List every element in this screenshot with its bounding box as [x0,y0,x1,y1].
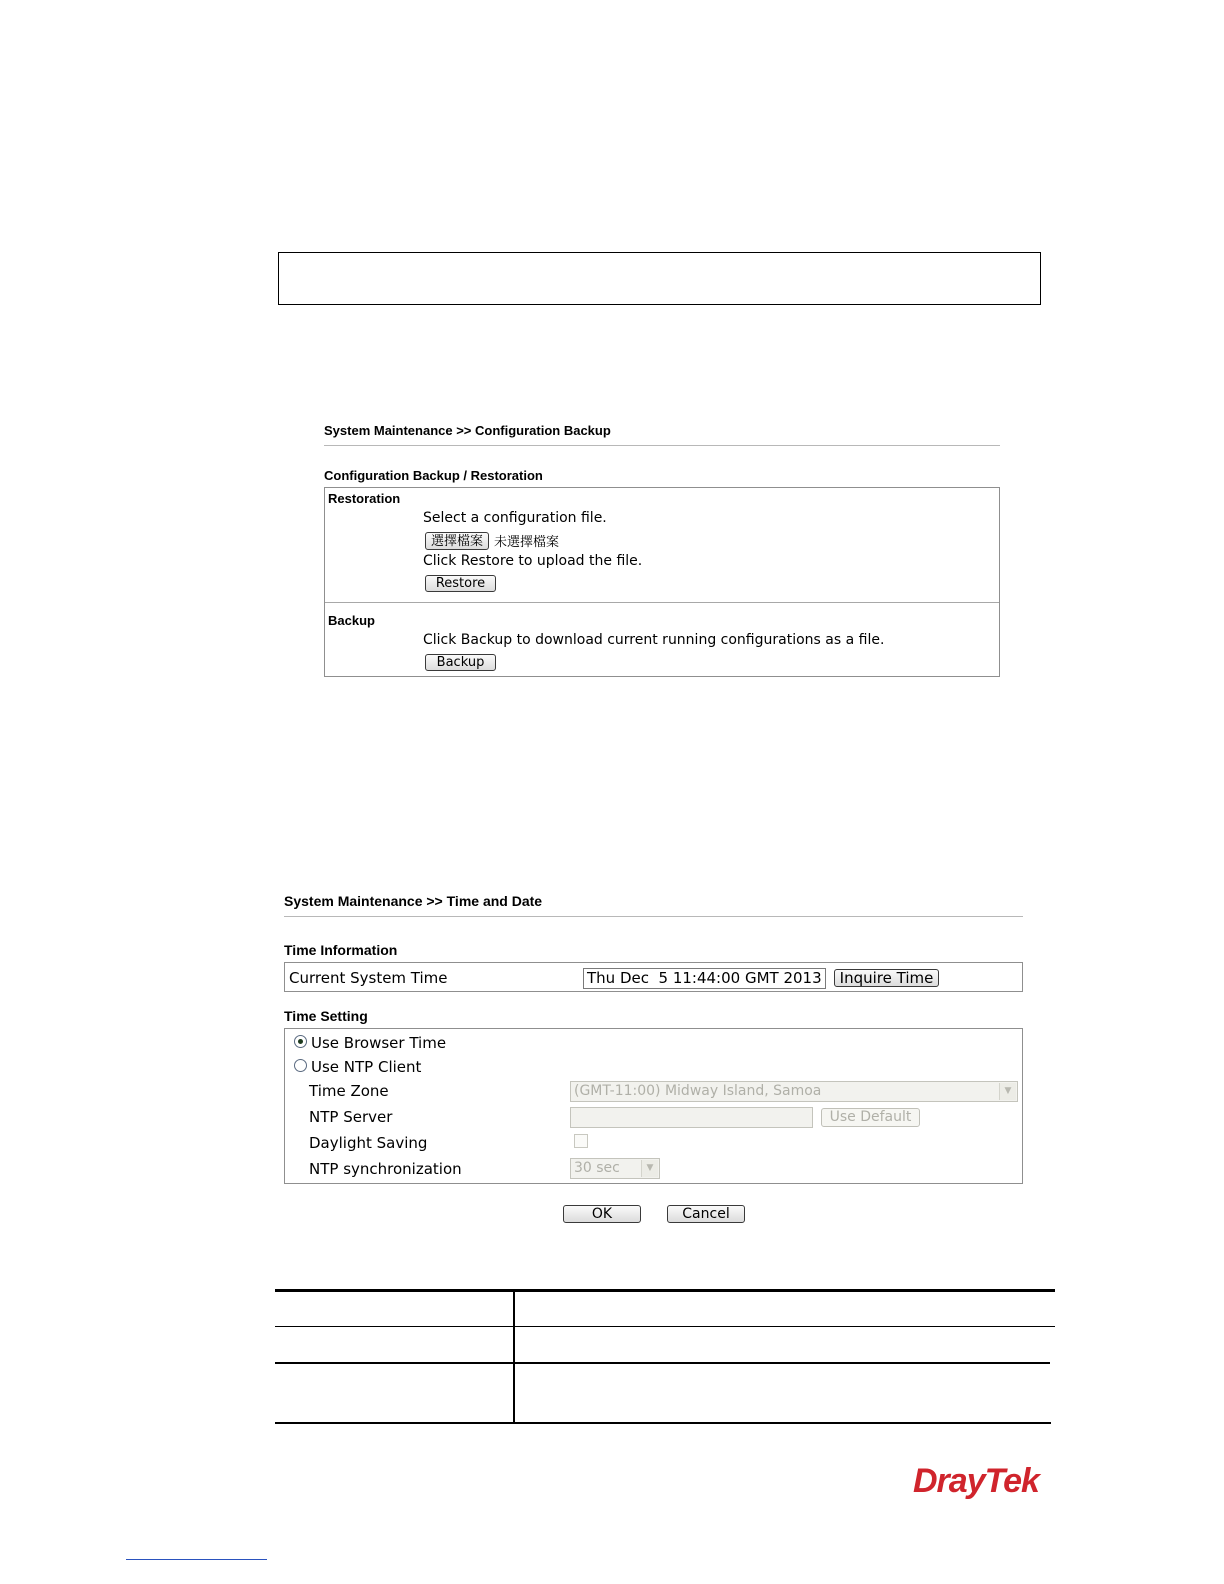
table-bottom-rule [275,1422,1051,1424]
choose-file-button[interactable]: 選擇檔案 [425,532,489,550]
restore-hint: Click Restore to upload the file. [423,553,643,569]
table-row-rule [275,1362,1050,1364]
table-row-rule [275,1326,1055,1327]
use-browser-time-label: Use Browser Time [311,1034,447,1052]
radio-selected-dot [298,1039,303,1044]
inquire-time-button[interactable]: Inquire Time [834,969,939,987]
use-default-button[interactable]: Use Default [821,1108,920,1127]
use-ntp-client-label: Use NTP Client [311,1058,422,1076]
ntp-sync-select[interactable] [570,1158,660,1179]
time-setting-title: Time Setting [284,1008,368,1024]
ntp-sync-value: 30 sec [574,1160,620,1176]
ntp-sync-label: NTP synchronization [309,1160,462,1178]
restoration-divider [325,602,999,603]
select-file-text: Select a configuration file. [423,510,607,526]
backup-restoration-box [324,487,1000,677]
backup-label: Backup [328,613,375,628]
backup-breadcrumb: System Maintenance >> Configuration Backup [324,423,611,438]
daylight-saving-label: Daylight Saving [309,1134,428,1152]
table-column-rule [513,1290,515,1423]
time-info-box [284,962,1023,992]
time-breadcrumb: System Maintenance >> Time and Date [284,893,543,909]
cancel-button[interactable]: Cancel [667,1205,745,1223]
current-time-label: Current System Time [289,969,448,987]
chevron-down-icon: ▼ [999,1083,1016,1100]
footer-link-underline[interactable] [126,1559,267,1560]
time-setting-box [284,1028,1023,1184]
time-info-title: Time Information [284,942,398,958]
backup-section-title: Configuration Backup / Restoration [324,468,543,483]
use-ntp-client-radio[interactable] [294,1059,307,1072]
ok-button[interactable]: OK [563,1205,641,1223]
daylight-saving-checkbox[interactable] [574,1134,588,1148]
chevron-down-icon: ▼ [641,1160,658,1177]
time-breadcrumb-divider [284,916,1023,917]
note-box [278,252,1041,305]
table-top-rule [275,1289,1055,1292]
current-time-field[interactable]: Thu Dec 5 11:44:00 GMT 2013 [583,968,826,989]
time-zone-value: (GMT-11:00) Midway Island, Samoa [574,1083,822,1099]
use-browser-time-radio[interactable] [294,1035,307,1048]
no-file-text: 未選擇檔案 [494,535,560,550]
time-zone-label: Time Zone [309,1082,389,1100]
ntp-server-label: NTP Server [309,1108,393,1126]
ntp-server-input[interactable] [570,1107,813,1128]
backup-breadcrumb-divider [324,445,1000,446]
restore-button[interactable]: Restore [425,575,496,592]
backup-button[interactable]: Backup [425,654,496,671]
backup-hint: Click Backup to download current running configurations as a file. [423,632,885,648]
draytek-logo: DrayTek [913,1462,1039,1500]
restoration-label: Restoration [328,491,401,506]
time-zone-select[interactable] [570,1081,1018,1102]
